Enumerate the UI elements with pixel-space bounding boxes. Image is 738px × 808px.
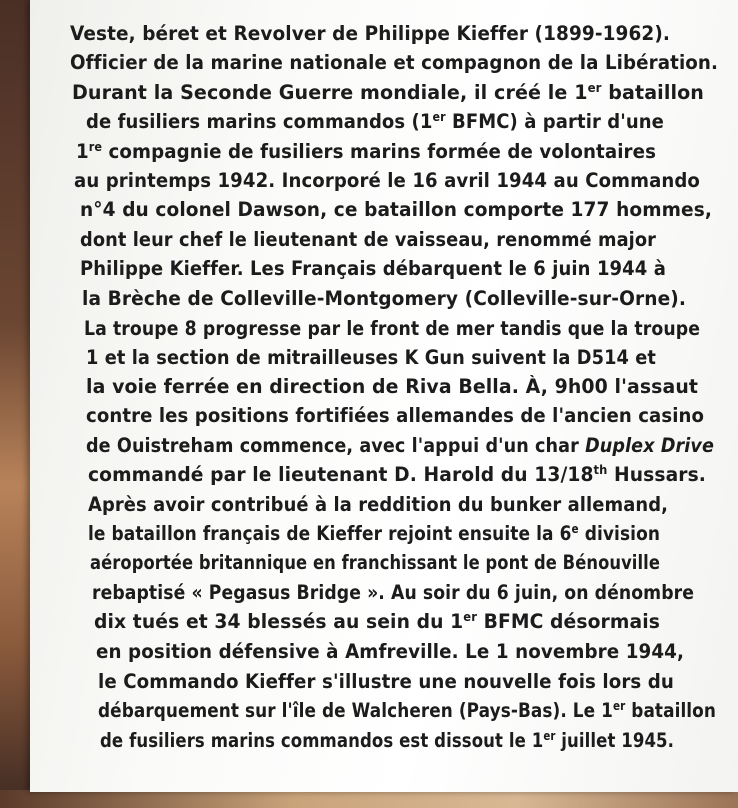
text-run: rebaptisé « Pegasus Bridge ». Au soir du 6 juin, on dénombre [92,581,695,604]
text-line [96,641,684,663]
text-line [88,523,660,545]
text-line [80,229,656,251]
text-run: aéroportée britannique en franchissant le pont de Bénouville [90,551,661,574]
text-run: bataillon [625,699,716,722]
text-run: de fusiliers marins commandos est dissout le 1 [100,729,544,752]
text-run: de Ouistreham commence, avec l'appui d'un char [86,434,586,457]
text-run: dont leur chef le lieutenant de vaisseau, renommé major [80,228,657,251]
text-run: n°4 du colonel Dawson, ce bataillon comporte 177 hommes, [80,198,712,221]
text-run: de fusiliers marins commandos (1 [86,110,433,133]
text-line [72,82,704,104]
text-line [82,288,686,310]
text-line [86,347,656,369]
superscript: er [612,699,626,713]
text-run: contre les positions fortifiées allemandes de l'ancien casino [86,404,705,427]
text-run: juillet 1945. [555,729,675,752]
text-line [88,464,706,486]
text-run: compagnie de fusiliers marins formée de volontaires [102,140,657,163]
text-line [86,111,664,133]
text-run: Après avoir contribué à la reddition du bunker allemand, [88,493,669,516]
text-run: Durant la Seconde Guerre mondiale, il créé le 1 [72,81,588,104]
text-line [74,170,700,192]
text-line [80,199,712,221]
text-run: en position défensive à Amfreville. Le 1 novembre 1944, [96,640,684,663]
text-run: Philippe Kieffer. Les Français débarquent le 6 juin 1944 à [80,257,666,280]
text-line [84,318,700,340]
superscript: th [593,463,608,477]
text-line [94,611,660,633]
text-run: le bataillon français de Kieffer rejoint ensuite la 6 [88,522,572,545]
text-line [70,23,670,45]
text-line [86,435,714,457]
text-run: débarquement sur l'île de Walcheren (Pays-Bas). Le 1 [98,699,613,722]
superscript: er [432,110,446,124]
text-run: 1 [76,140,89,163]
text-line [80,258,666,280]
text-run: La troupe 8 progresse par le front de mer tandis que la troupe [84,317,701,340]
text-line [98,700,716,722]
text-run: dix tués et 34 blessés au sein du 1 [94,610,464,633]
superscript: e [571,522,579,536]
italic-text: Duplex Drive [585,434,714,457]
text-line [98,671,674,693]
text-run: 1 et la section de mitrailleuses K Gun suivent la D514 et [86,346,657,369]
text-run: BFMC) à partir d'une [445,110,664,133]
text-line [86,405,704,427]
text-run: commandé par le lieutenant D. Harold du 13/18 [88,463,594,486]
text-run: Hussars. [607,463,707,486]
text-run: la voie ferrée en direction de Riva Bella. À, 9h00 l'assaut [86,375,698,398]
superscript: er [463,610,477,624]
text-line [70,52,718,74]
text-line [76,141,656,163]
text-line [100,730,674,752]
text-line [88,494,668,516]
superscript: re [88,140,103,154]
text-line [86,376,698,398]
text-run: au printemps 1942. Incorporé le 16 avril 1944 au Commando [74,169,700,192]
superscript: er [543,729,556,743]
superscript: er [587,81,602,95]
text-run: division [578,522,661,545]
text-run: la Brèche de Colleville-Montgomery (Colleville-sur-Orne). [82,287,686,310]
text-run: Veste, béret et Revolver de Philippe Kieffer (1899-1962). [70,22,670,45]
text-run: bataillon [601,81,704,104]
background-photo-bottom [0,790,738,808]
text-run: BFMC désormais [476,610,661,633]
text-run: le Commando Kieffer s'illustre une nouvelle fois lors du [98,670,674,693]
text-line [90,552,660,574]
text-run: Officier de la marine nationale et compagnon de la Libération. [70,51,719,74]
text-line [92,582,694,604]
